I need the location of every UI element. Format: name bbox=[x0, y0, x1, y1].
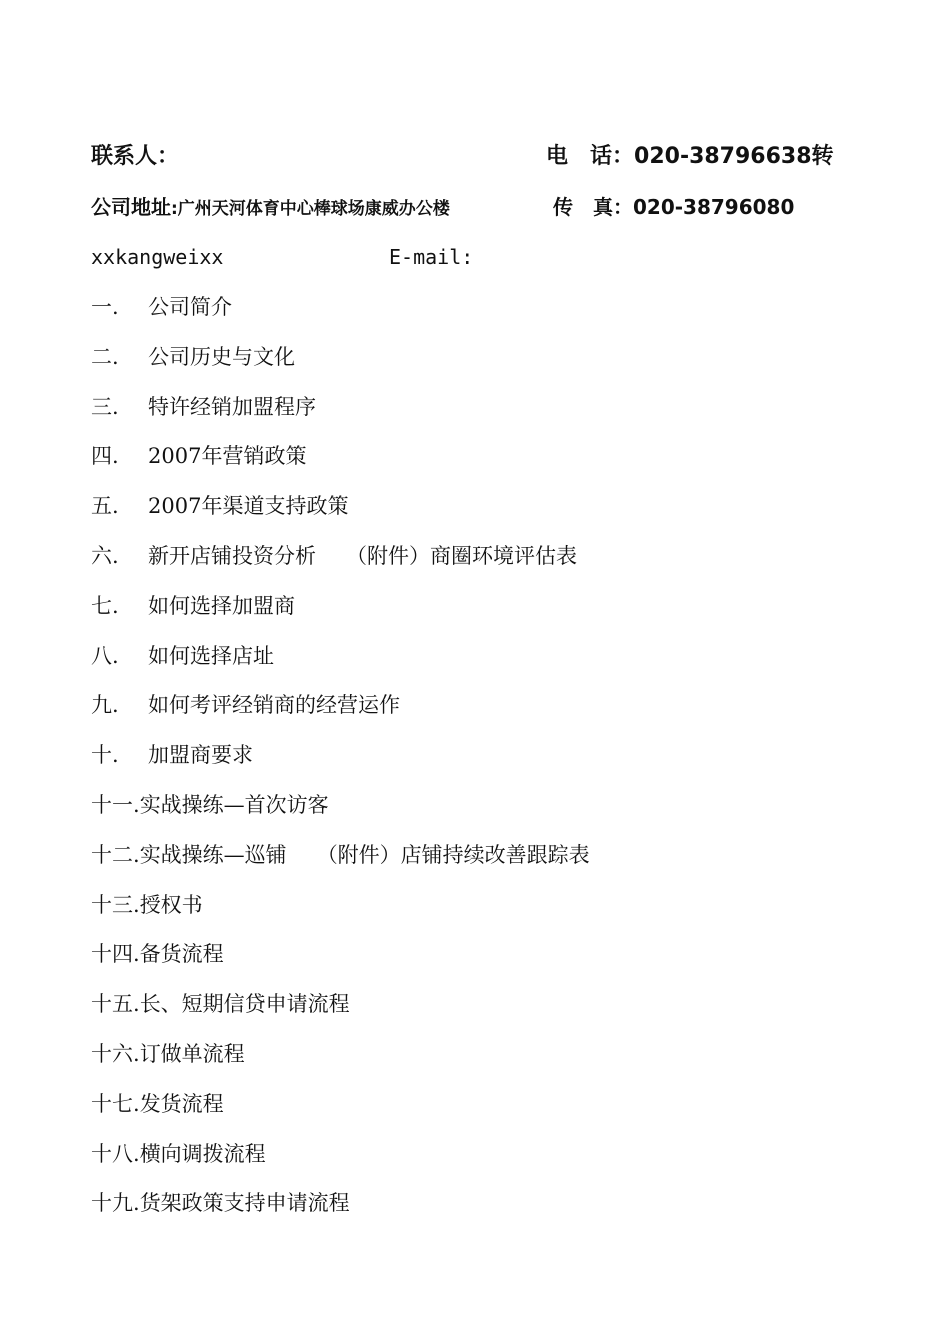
toc-item-title: 横向调拨流程 bbox=[139, 1141, 266, 1166]
toc-item bbox=[91, 890, 590, 940]
toc-item bbox=[91, 939, 590, 989]
web-text: xxkangweixx bbox=[91, 245, 224, 269]
toc-item bbox=[91, 690, 590, 740]
toc-item-number: 十四. bbox=[91, 942, 140, 967]
toc-item bbox=[91, 1039, 590, 1089]
address-value: :广州天河体育中心棒球场康威办公楼 bbox=[171, 199, 450, 219]
toc-item-title: 公司简介 bbox=[148, 295, 232, 319]
toc-item-title: 如何考评经销商的经营运作 bbox=[148, 693, 400, 718]
toc-item-number: 十五. bbox=[91, 992, 140, 1017]
phone-value: 020-38796638转 bbox=[634, 144, 834, 169]
toc-item-title: 新开店铺投资分析 bbox=[148, 543, 316, 568]
address-label: 公司地址 bbox=[91, 195, 171, 219]
fax-label: 传 真： bbox=[553, 195, 633, 219]
toc-item bbox=[91, 840, 590, 890]
toc-item bbox=[91, 1139, 590, 1189]
toc-item bbox=[91, 541, 590, 591]
fax-value: 020-38796080 bbox=[633, 195, 795, 219]
toc-item bbox=[91, 441, 590, 491]
contact-label: 联系人： bbox=[91, 144, 180, 169]
toc-item-number: 九. bbox=[91, 693, 119, 718]
toc-item-title: 特许经销加盟程序 bbox=[148, 394, 316, 419]
toc-item-attachment: （附件）店铺持续改善跟踪表 bbox=[316, 842, 590, 867]
toc-item-number: 十七. bbox=[91, 1091, 140, 1116]
toc-item-title: 如何选择加盟商 bbox=[148, 593, 295, 618]
fax-line bbox=[553, 192, 794, 222]
toc-item-number: 十一. bbox=[91, 792, 140, 817]
toc-item-title: 订做单流程 bbox=[139, 1041, 245, 1066]
toc-item-number: 四. bbox=[91, 444, 119, 469]
toc-item-title: 如何选择店址 bbox=[148, 643, 274, 668]
toc-item-number: 七. bbox=[91, 593, 119, 618]
toc-item-title: 长、短期信贷申请流程 bbox=[139, 992, 350, 1017]
toc-item-attachment: （附件）商圈环境评估表 bbox=[346, 543, 577, 568]
toc-item-title: 货架政策支持申请流程 bbox=[139, 1191, 350, 1216]
toc-item-number: 十三. bbox=[91, 892, 140, 917]
address-line bbox=[91, 192, 450, 222]
toc-item-title: 公司历史与文化 bbox=[148, 344, 295, 369]
toc-item bbox=[91, 491, 590, 541]
toc-item bbox=[91, 342, 590, 392]
toc-item-title: 发货流程 bbox=[139, 1091, 224, 1116]
toc-item-title: 加盟商要求 bbox=[148, 743, 253, 768]
toc-item bbox=[91, 1188, 590, 1238]
toc-item-title: 实战操练—巡铺 bbox=[139, 842, 287, 867]
toc-item-title: 实战操练—首次访客 bbox=[139, 792, 329, 817]
toc-item bbox=[91, 1089, 590, 1139]
toc-item-number: 二. bbox=[91, 344, 119, 369]
toc-item-number: 六. bbox=[91, 543, 119, 568]
toc-item bbox=[91, 790, 590, 840]
table-of-contents bbox=[91, 292, 590, 1238]
toc-item-number: 十八. bbox=[91, 1141, 140, 1166]
toc-item-title: 2007年渠道支持政策 bbox=[148, 494, 349, 519]
toc-item bbox=[91, 292, 590, 342]
phone-line bbox=[546, 142, 834, 172]
toc-item-number: 八. bbox=[91, 643, 119, 668]
toc-item-number: 十二. bbox=[91, 842, 140, 867]
toc-item bbox=[91, 591, 590, 641]
email-label: E-mail: bbox=[389, 245, 474, 269]
toc-item bbox=[91, 989, 590, 1039]
toc-item bbox=[91, 641, 590, 691]
toc-item-number: 五. bbox=[91, 494, 119, 519]
phone-label: 电 话： bbox=[546, 144, 635, 169]
toc-item-number: 三. bbox=[91, 394, 119, 419]
toc-item bbox=[91, 392, 590, 442]
toc-item-title: 授权书 bbox=[139, 892, 203, 917]
toc-item-number: 十六. bbox=[91, 1041, 140, 1066]
toc-item-number: 十九. bbox=[91, 1191, 140, 1216]
toc-item-title: 2007年营销政策 bbox=[148, 444, 307, 469]
toc-item-number: 十. bbox=[91, 743, 119, 768]
toc-item-title: 备货流程 bbox=[139, 942, 224, 967]
toc-item bbox=[91, 740, 590, 790]
toc-item-number: 一. bbox=[91, 295, 119, 319]
